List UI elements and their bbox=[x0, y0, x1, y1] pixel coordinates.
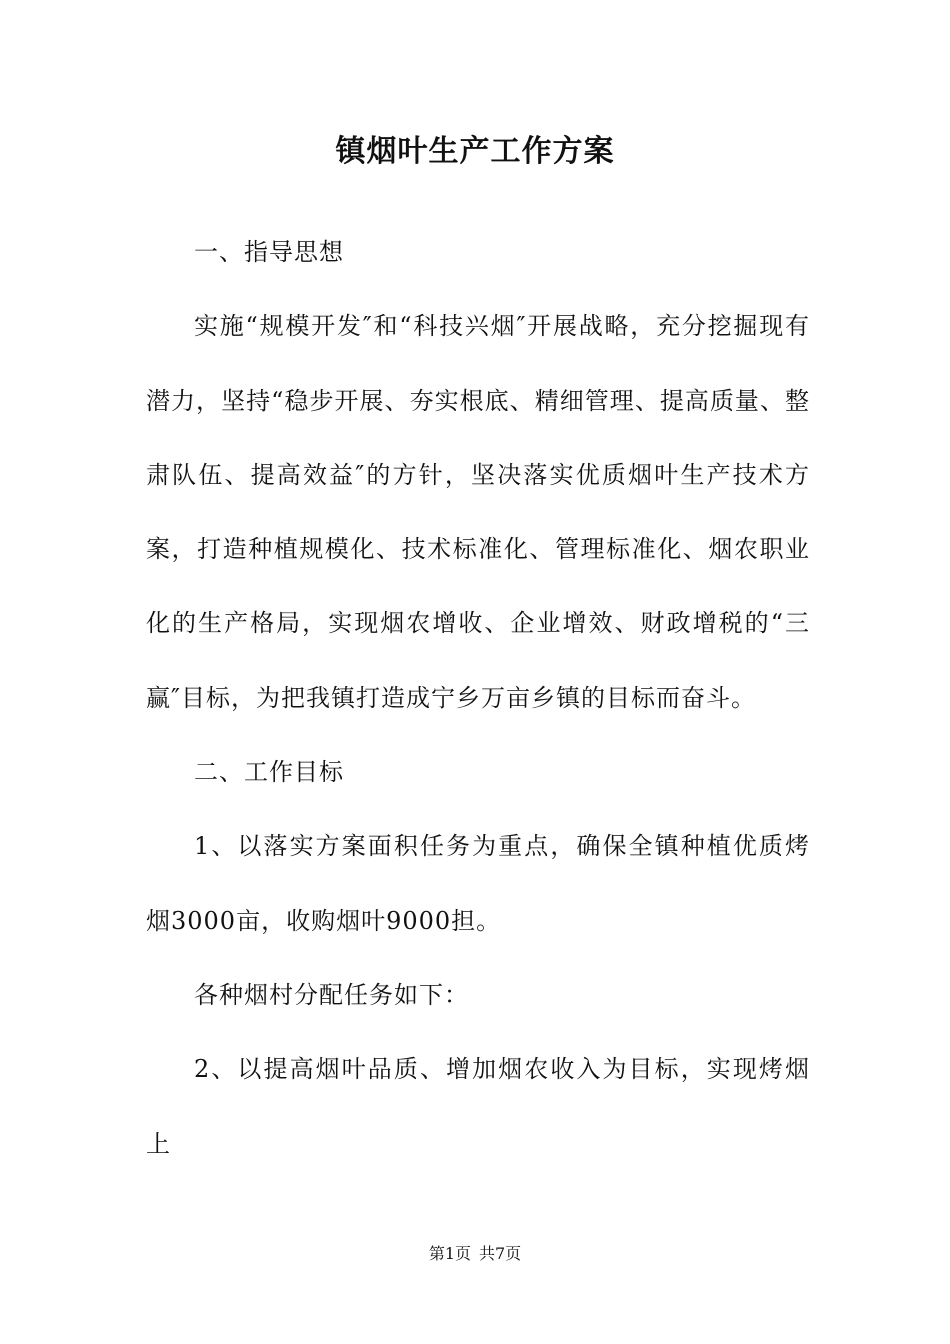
section-heading-work-goals: 二、工作目标 bbox=[194, 758, 344, 787]
paragraph-goal-2: 2、以提高烟叶品质、增加烟农收入为目标，实现烤烟上 bbox=[146, 1055, 810, 1158]
page-number: 第1页 bbox=[428, 1244, 471, 1263]
page-title: 镇烟叶生产工作方案 bbox=[335, 134, 615, 169]
page-total: 共7页 bbox=[479, 1244, 522, 1263]
paragraph-guiding-thought: 实施“规模开发″和“科技兴烟″开展战略，充分挖掘现有潜力，坚持“稳步开展、夯实根底、精细管理、提高质量、整肃队伍、提高效益″的方针，坚决落实优质烟叶生产技术方案，打造种植规模化、技术标准化、管理标准化、烟农职业化的生产格局，实现烟农增收、企业增效、财政增税的“三赢″目标，为把我镇打造成宁乡万亩乡镇的目标而奋斗。 bbox=[146, 312, 810, 712]
section-heading-guiding-thought: 一、指导思想 bbox=[194, 238, 344, 266]
page-footer bbox=[0, 1241, 950, 1267]
document-body bbox=[146, 215, 810, 1181]
paragraph-village-allocation: 各种烟村分配任务如下： bbox=[194, 980, 469, 1009]
paragraph-goal-1: 1、以落实方案面积任务为重点，确保全镇种植优质烤烟3000亩，收购烟叶9000担。 bbox=[146, 832, 810, 935]
